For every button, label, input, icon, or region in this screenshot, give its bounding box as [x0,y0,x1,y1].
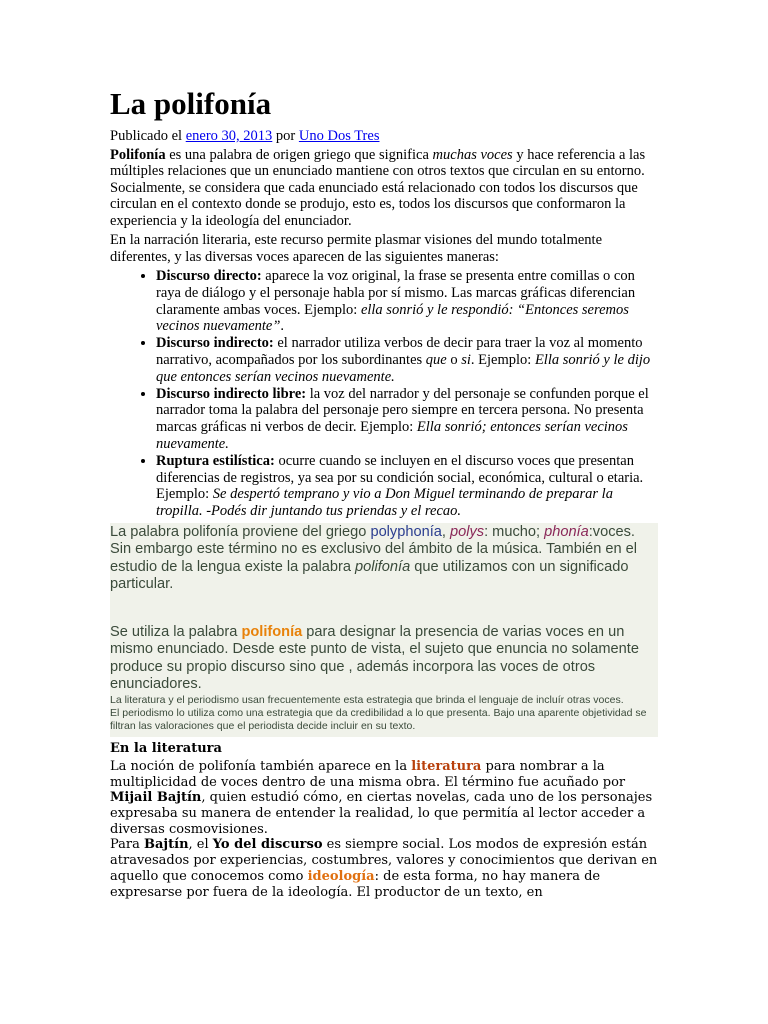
section-heading-literature: En la literatura [110,740,222,756]
literature-paragraph-1 [110,759,658,838]
definition-text: Se utiliza la palabra [110,623,242,640]
meta-by: por [272,128,299,144]
list-item-example: ella sonrió y le respondió: “Entonces seremos vecinos nuevamente” [156,301,629,335]
list-item-term: Ruptura estilística: [156,452,275,469]
article [110,84,658,900]
greek-word: polyphonía [370,523,442,540]
post-date-link[interactable]: enero 30, 2013 [185,128,273,144]
list-item-text: o [446,351,462,368]
greek-root-polys: polys [449,523,485,540]
narration-paragraph: En la narración literaria, este recurso permite plasmar visiones del mundo totalmente diferentes, y las diversas voces aparecen de las siguientes maneras: [110,232,603,265]
etymology-box [110,523,658,737]
spacer [110,594,658,624]
definition-term: polifonía [241,623,303,640]
list-item-text: la voz del narrador y del personaje se confunden porque el narrador toma la palabra del personaje pero siempre en tercera persona. No presenta marcas gráficas ni verbos de decir. Ejemplo: [156,385,649,436]
ideology-highlight: ideología [307,868,375,884]
intro-text-2: y hace referencia a las múltiples relaciones que un enunciado mantiene con otros textos que circulan en su entorno. Socialmente, se considera que cada enunciado está relacionado con todos los discursos que circulan en el contexto donde se produjo, esto es, todos los discursos que conformaron la experiencia y la ideología del enunciador. [110,146,646,229]
author-name: Bajtín [144,837,189,853]
list-item-text: ocurre cuando se incluyen en el discurso voces que presentan diferencias de registros, ya sea por su condición social, económica, cultural o etaria. Ejemplo: [156,452,644,503]
literature-paragraph-2 [110,837,658,900]
post-meta [110,128,658,145]
music-text: Sin embargo este término no es exclusivo del ámbito de la música. También en el estudio de la lengua existe la palabra [110,541,638,575]
greek-root-phonia: phonía [544,523,589,540]
definition-text: para designar la presencia de varias voces en un mismo enunciado. Desde este punto de vista, el sujeto que enuncia no solamente produce su propio discurso sino que , además incorpora las voces de otros enunciadores. [110,623,639,693]
voices-list [110,268,658,520]
list-item-example: Se despertó temprano y vio a Don Miguel terminando de preparar la tropilla. -Podés dir juntando tus priendas y el recao. [156,486,613,520]
list-item-emphasis: que [425,351,447,368]
literature-highlight: literatura [411,758,482,774]
etymology-text: , [441,523,450,540]
list-item-example: Ella sonrió; entonces serían vecinos nuevamente. [156,419,628,452]
literature-text: , el [188,837,213,853]
literature-text: La noción de polifonía también aparece en la [110,758,412,774]
list-item-text: el narrador utiliza verbos de decir para traer la voz al momento narrativo, acompañados por los subordinantes [156,335,643,368]
intro-paragraph [110,147,658,230]
etymology-paragraph [110,524,658,542]
list-item-text: . Ejemplo: [470,351,535,368]
literature-text: , quien estudió cómo, en ciertas novelas, cada uno de los personajes expresaba su manera de entender la realidad, lo que permitía al lector acceder a diversas cosmovisiones. [110,790,653,837]
list-item-example: Ella sonrió y le dijo que entonces serían vecinos nuevamente. [156,351,651,385]
music-text: que utilizamos con un significado particular. [110,558,629,593]
list-item-term: Discurso indirecto libre: [156,385,307,402]
author-link[interactable]: Uno Dos Tres [298,128,380,144]
list-item-discurso-directo [156,268,658,335]
etymology-text: :voces. [588,523,635,540]
concept-term: Yo del discurso [212,837,323,853]
list-item-text: aparece la voz original, la frase se presenta entre comillas o con raya de diálogo y el personaje habla por sí mismo. Las marcas gráficas diferencian claramente ambas voces. Ejemplo: [156,268,636,318]
meta-prefix: Publicado el [110,128,186,144]
list-item-indirecto-libre [156,386,658,453]
intro-term: Polifonía [110,146,166,163]
music-paragraph [110,541,658,594]
list-item-discurso-indirecto [156,335,658,385]
literature-text: es siempre social. Los modos de expresión están atravesados por experiencias, costumbres, valores y conocimientos que derivan en aquello que conocemos como [110,837,658,884]
list-item-text: . [280,318,285,335]
intro-text-1: es una palabra de origen griego que significa [165,146,433,163]
music-emphasis: polifonía [355,558,411,575]
list-item-emphasis: si [461,351,471,368]
etymology-text: La palabra polifonía proviene del griego [110,523,371,540]
literature-text: para nombrar a la multiplicidad de voces dentro de una misma obra. El término fue acuñado por [110,758,626,790]
etymology-text: : mucho; [484,523,545,540]
literature-text: Para [110,837,145,853]
literature-text: : de esta forma, no hay manera de expresarse por fuera de la ideología. El productor de un texto, en [110,868,601,900]
journalism-note: El periodismo lo utiliza como una estrategia que da credibilidad a lo que presenta. Bajo una aparente objetividad se filtran las valoraciones que el periodista decide incluir en su texto. [110,706,647,732]
author-name: Mijail Bajtín [110,790,202,806]
definition-paragraph [110,624,658,694]
page-title: La polifonía [110,86,272,121]
list-item-term: Discurso indirecto: [156,335,274,352]
list-item-term: Discurso directo: [156,268,262,284]
intro-emphasis: muchas voces [432,146,513,163]
list-item-ruptura-estilistica [156,453,658,520]
literature-journalism-note: La literatura y el periodismo usan frecuentemente esta estrategia que brinda el lenguaje de incluír otras voces. [110,693,624,706]
